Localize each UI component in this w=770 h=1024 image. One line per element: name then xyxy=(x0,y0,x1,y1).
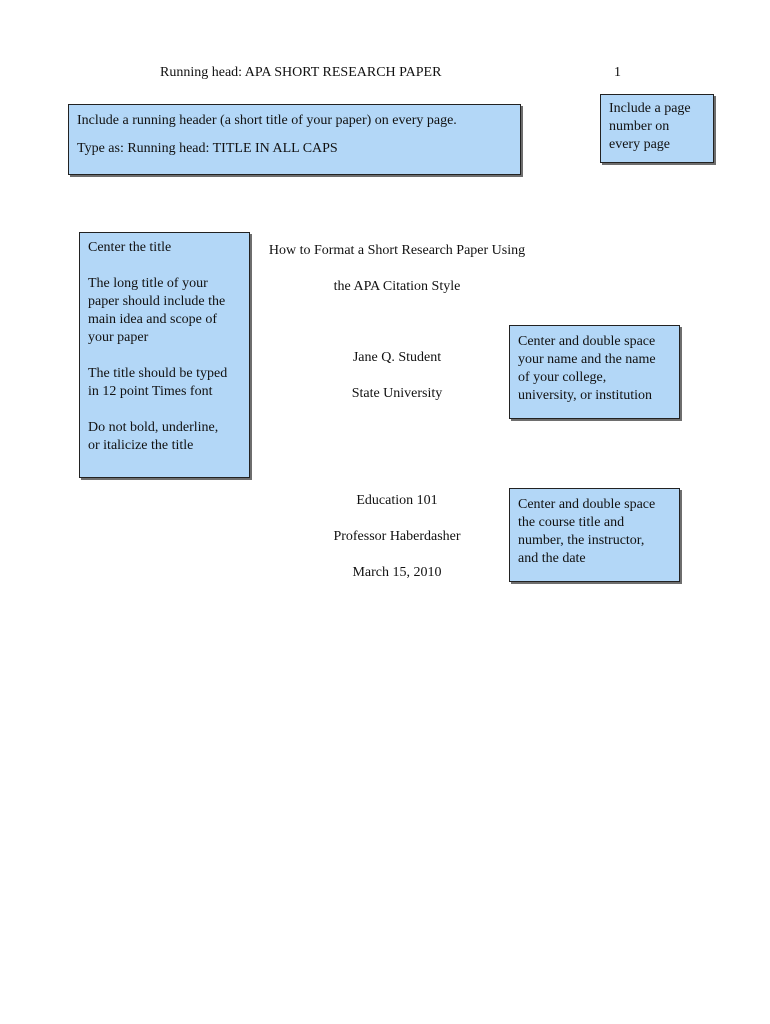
name-note-line: Center and double space xyxy=(518,334,656,349)
title-note-line: The long title of your xyxy=(88,276,208,291)
paper-date: March 15, 2010 xyxy=(352,565,442,580)
name-note-line: your name and the name xyxy=(518,352,656,367)
author-name: Jane Q. Student xyxy=(352,350,442,365)
title-note-line: or italicize the title xyxy=(88,438,194,453)
course-note-line: and the date xyxy=(518,551,586,566)
title-note-line: paper should include the xyxy=(88,294,226,309)
running-header-note-line: Include a running header (a short title of your paper) on every page. xyxy=(77,113,457,128)
institution-name: State University xyxy=(351,386,443,401)
title-note-line: in 12 point Times font xyxy=(88,384,213,399)
page-number: 1 xyxy=(614,65,621,80)
course-note xyxy=(509,488,680,582)
title-note xyxy=(79,232,250,478)
paper-title-line-1: How to Format a Short Research Paper Using xyxy=(268,243,526,258)
course-note-line: the course title and xyxy=(518,515,625,530)
running-head: Running head: APA SHORT RESEARCH PAPER xyxy=(160,65,442,80)
title-note-line: your paper xyxy=(88,330,149,345)
course-note-line: number, the instructor, xyxy=(518,533,645,548)
title-note-heading: Center the title xyxy=(88,240,172,255)
name-note-line: of your college, xyxy=(518,370,607,385)
running-header-note xyxy=(68,104,521,175)
page-number-note xyxy=(600,94,714,163)
instructor-name: Professor Haberdasher xyxy=(333,529,461,544)
page-number-note-line: number on xyxy=(609,119,670,134)
name-note-line: university, or institution xyxy=(518,388,653,403)
title-note-line: Do not bold, underline, xyxy=(88,420,219,435)
running-header-note-line: Type as: Running head: TITLE IN ALL CAPS xyxy=(77,141,338,156)
page-number-note-line: every page xyxy=(609,137,671,152)
name-note xyxy=(509,325,680,419)
page-number-note-line: Include a page xyxy=(609,101,691,116)
title-note-line: The title should be typed xyxy=(88,366,228,381)
course-note-line: Center and double space xyxy=(518,497,656,512)
paper-title-line-2: the APA Citation Style xyxy=(333,279,461,294)
title-note-line: main idea and scope of xyxy=(88,312,218,327)
course-name: Education 101 xyxy=(356,493,438,508)
